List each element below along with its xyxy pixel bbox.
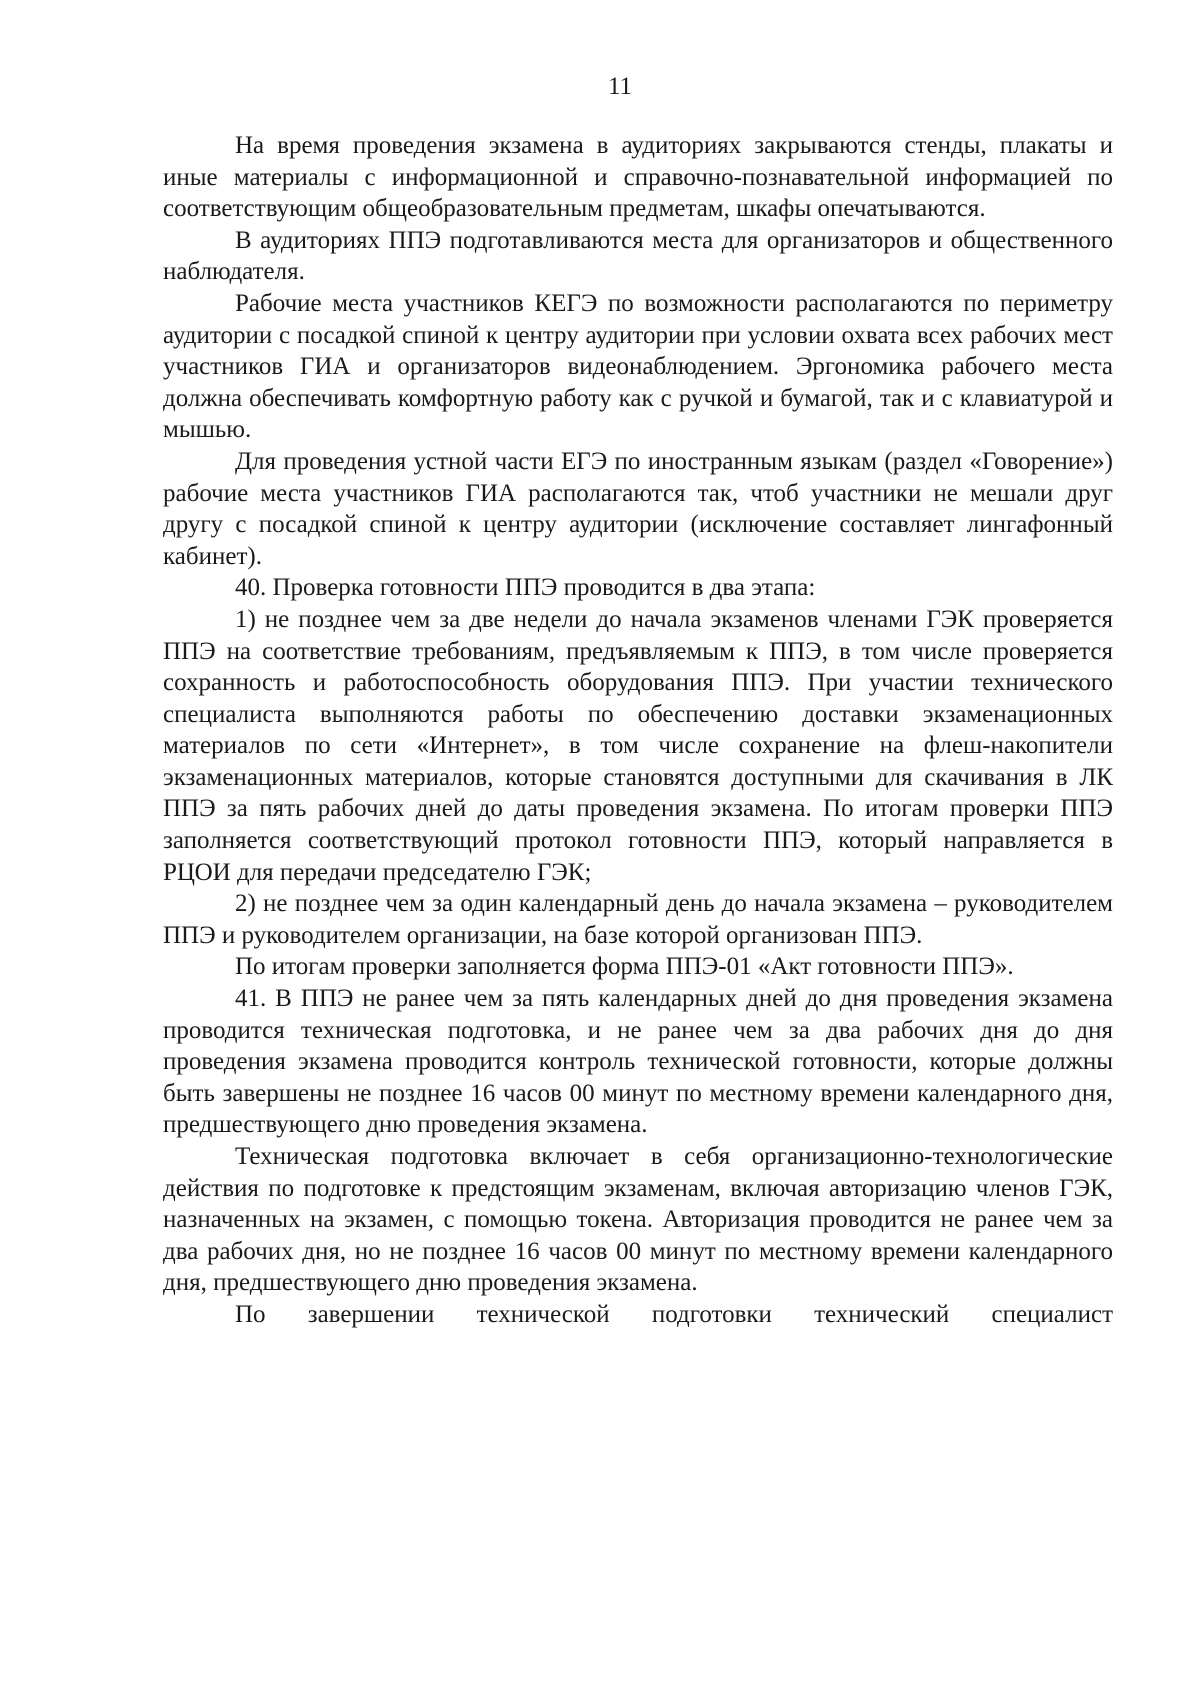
paragraph-after-preparation: По завершении технической подготовки технический специалист bbox=[235, 1300, 1113, 1328]
paragraph-organizer-seats: В аудиториях ППЭ подготавливаются места для организаторов и общественного наблюдателя. bbox=[163, 226, 1113, 286]
page-number: 11 bbox=[607, 73, 633, 100]
paragraph-item-41: 41. В ППЭ не ранее чем за пять календарных дней до дня проведения экзамена проводится техническая подготовка, и не ранее чем за два рабочих дня до дня проведения экзамена проводится контроль технической готовности, которые должны быть завершены не позднее 16 часов 00 минут по местному времени календарного дня, предшествующего дню проведения экзамена. bbox=[163, 985, 1113, 1139]
paragraph-item-40-stage-1: 1) не позднее чем за две недели до начала экзаменов членами ГЭК проверяется ППЭ на соответствие требованиям, предъявляемым к ППЭ, в том числе проверяется сохранность и работоспособность оборудования ППЭ. При участии технического специалиста выполняются работы по обеспечению доставки экзаменационных материалов по сети «Интернет», в том числе сохранение на флеш-накопители экзаменационных материалов, которые становятся доступными для скачивания в ЛК ППЭ за пять рабочих дней до даты проведения экзамена. По итогам проверки ППЭ заполняется соответствующий протокол готовности ППЭ, который направляется в РЦОИ для передачи председателю ГЭК; bbox=[163, 605, 1113, 886]
paragraph-item-40: 40. Проверка готовности ППЭ проводится в два этапа: bbox=[235, 574, 816, 602]
paragraph-stands-closed: На время проведения экзамена в аудиториях закрываются стенды, плакаты и иные материалы с информационной и справочно-познавательной информацией по соответствующим общеобразовательным предметам, шкафы опечатываются. bbox=[163, 132, 1113, 223]
paragraph-readiness-act: По итогам проверки заполняется форма ППЭ-01 «Акт готовности ППЭ». bbox=[235, 953, 1014, 981]
paragraph-speaking-section: Для проведения устной части ЕГЭ по иностранным языкам (раздел «Говорение») рабочие места участников ГИА располагаются так, чтоб участники не мешали друг другу с посадкой спиной к центру аудитории (исключение составляет лингафонный кабинет). bbox=[163, 447, 1113, 570]
paragraph-kege-workplaces: Рабочие места участников КЕГЭ по возможности располагаются по периметру аудитории с посадкой спиной к центру аудитории при условии охвата всех рабочих мест участников ГИА и организаторов видеонаблюдением. Эргономика рабочего места должна обеспечивать комфортную работу как с ручкой и бумагой, так и с клавиатурой и мышью. bbox=[163, 289, 1113, 444]
paragraph-item-40-stage-2: 2) не позднее чем за один календарный день до начала экзамена – руководителем ППЭ и руководителем организации, на базе которой организован ППЭ. bbox=[163, 890, 1113, 949]
document-body bbox=[163, 130, 1113, 1331]
paragraph-technical-preparation: Техническая подготовка включает в себя организационно-технологические действия по подготовке к предстоящим экзаменам, включая авторизацию членов ГЭК, назначенных на экзамен, с помощью токена. Авторизация проводится не ранее чем за два рабочих дня, но не позднее 16 часов 00 минут по местному времени календарного дня, предшествующего дню проведения экзамена. bbox=[163, 1143, 1113, 1297]
